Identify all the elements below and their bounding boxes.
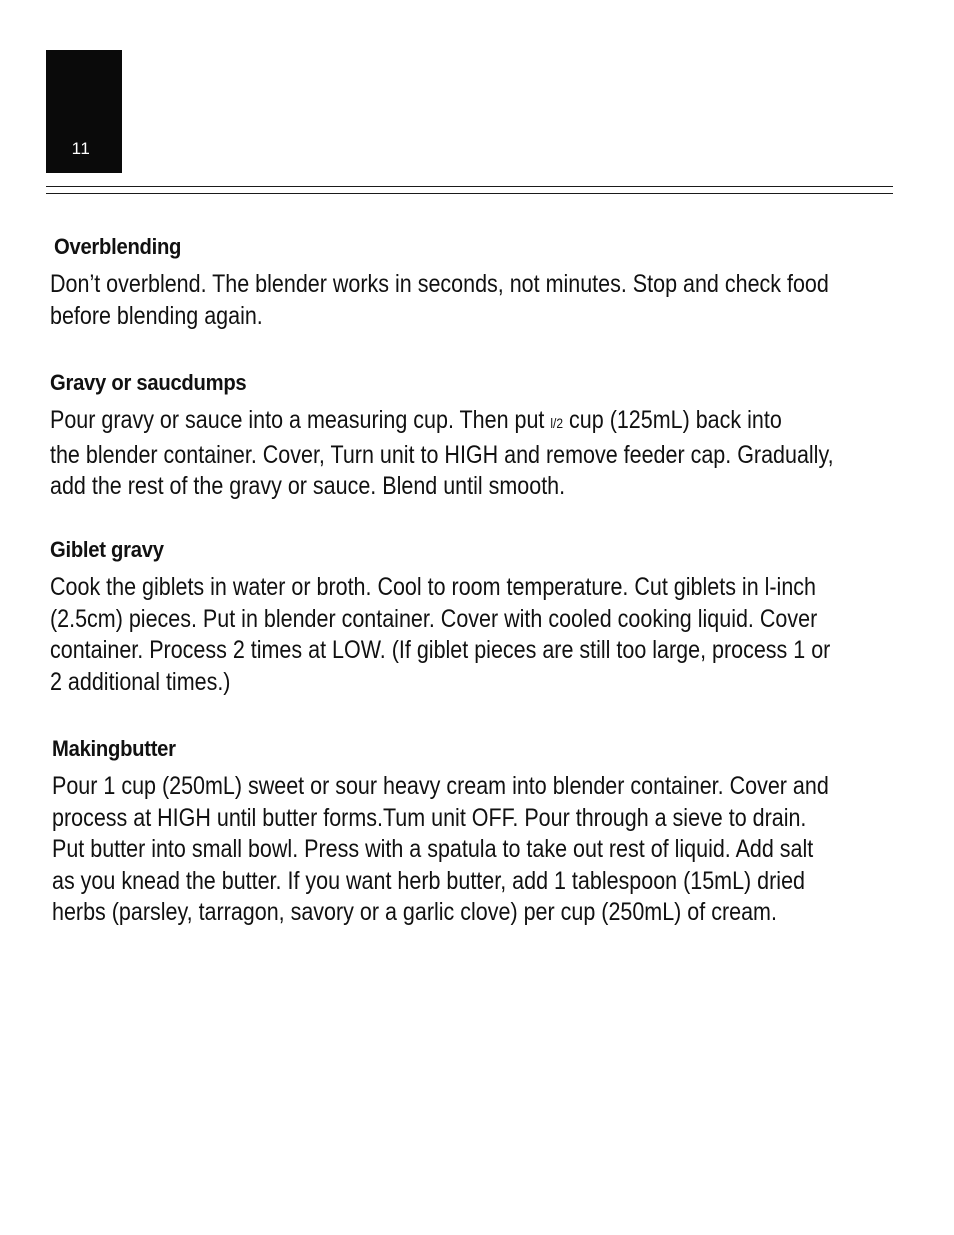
body-line: before blending again. [50, 301, 263, 330]
body-line: 2 additional times.) [50, 667, 231, 696]
section-body [50, 269, 910, 332]
fraction-text: l/2 [550, 415, 564, 431]
header-rule-top [46, 186, 893, 187]
page-number-tab [46, 50, 122, 173]
section-heading: Gravy or saucdumps [50, 370, 247, 395]
section-overblending [50, 234, 900, 332]
body-line: the blender container. Cover, Turn unit to HIGH and remove feeder cap. Gradually, [50, 440, 834, 469]
body-line: as you knead the butter. If you want herb butter, add 1 tablespoon (15mL) dried [52, 866, 805, 895]
body-line: container. Process 2 times at LOW. (If giblet pieces are still too large, process 1 or [50, 636, 831, 664]
section-heading: Overblending [54, 234, 182, 259]
section-body [50, 405, 910, 503]
section-making-butter [50, 736, 900, 929]
body-line: Cook the giblets in water or broth. Cool to room temperature. Cut giblets in l-inch [50, 573, 817, 601]
body-line: Put butter into small bowl. Press with a spatula to take out rest of liquid. Add salt [52, 835, 814, 863]
body-line: (2.5cm) pieces. Put in blender container. Cover with cooled cooking liquid. Cover [50, 604, 818, 633]
section-heading: Makingbutter [52, 736, 176, 761]
page-number: 11 [71, 139, 91, 158]
body-line: add the rest of the gravy or sauce. Blend until smooth. [50, 472, 566, 500]
body-line: herbs (parsley, tarragon, savory or a garlic clove) per cup (250mL) of cream. [52, 898, 777, 926]
header-rule-bottom [46, 193, 893, 194]
body-line: Don’t overblend. The blender works in seconds, not minutes. Stop and check food [50, 270, 829, 298]
section-heading: Giblet gravy [50, 537, 164, 562]
body-line: Pour 1 cup (250mL) sweet or sour heavy cream into blender container. Cover and [52, 772, 829, 800]
body-line [50, 405, 910, 440]
section-giblet-gravy [50, 537, 900, 698]
section-body [50, 572, 910, 698]
body-line: process at HIGH until butter forms.Tum unit OFF. Pour through a sieve to drain. [52, 803, 807, 832]
section-gravy-sauce-lumps [50, 370, 900, 503]
section-body [52, 771, 912, 929]
body-text: cup (125mL) back into [563, 406, 782, 434]
body-text: Pour gravy or sauce into a measuring cup. Then put [50, 406, 551, 434]
